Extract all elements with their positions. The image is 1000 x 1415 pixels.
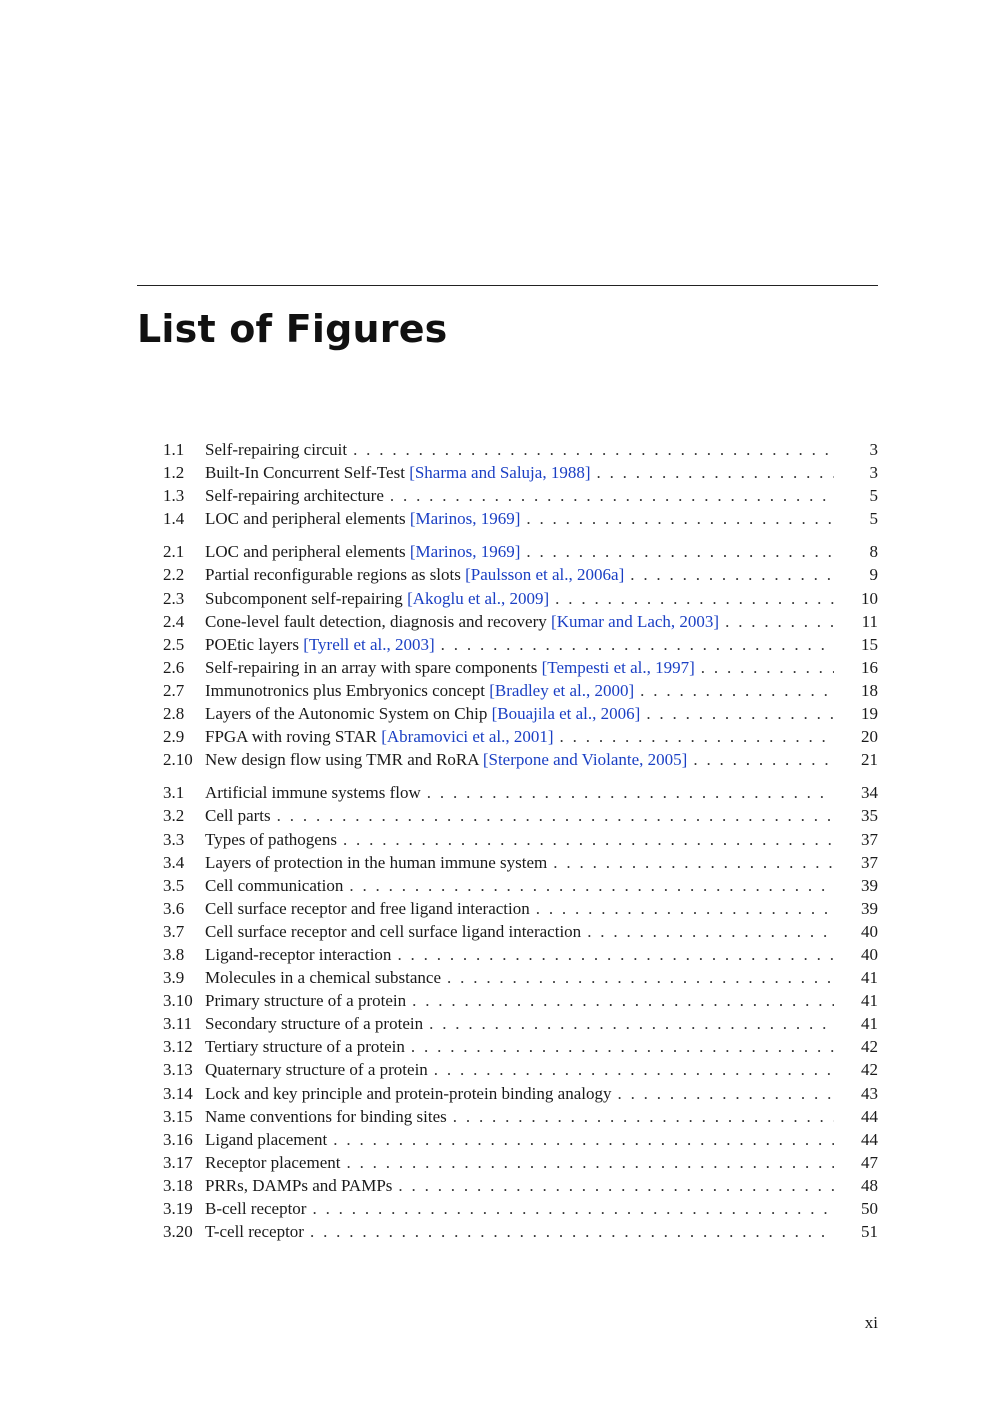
- dot-leader: [398, 1174, 834, 1197]
- figure-caption-text: LOC and peripheral elements: [205, 509, 410, 529]
- citation-link[interactable]: [Bradley et al., 2000]: [489, 680, 635, 700]
- figure-page-number[interactable]: 37: [861, 852, 878, 872]
- figure-caption-text: Cell communication: [205, 875, 344, 895]
- dot-leader: [646, 702, 834, 725]
- figure-entry[interactable]: [163, 438, 878, 461]
- figure-page-number[interactable]: 20: [861, 727, 878, 747]
- figure-page-number[interactable]: 40: [861, 921, 878, 941]
- figure-caption-text: Self-repairing architecture: [205, 486, 384, 506]
- figure-entry[interactable]: [163, 828, 878, 851]
- figure-caption[interactable]: [205, 1197, 306, 1220]
- figure-number: 3.10: [163, 991, 193, 1011]
- figure-caption-text: Receptor placement: [205, 1152, 341, 1172]
- figure-page-number[interactable]: 43: [861, 1083, 878, 1103]
- dot-leader: [617, 1082, 834, 1105]
- figure-caption-text: Cell surface receptor and cell surface ligand interaction: [205, 921, 582, 941]
- figure-caption-text: Layers of the Autonomic System on Chip: [205, 704, 492, 724]
- figure-caption[interactable]: [205, 679, 634, 702]
- figure-number: 2.10: [163, 750, 193, 770]
- figure-page-number[interactable]: 41: [861, 1014, 878, 1034]
- figure-caption[interactable]: [205, 920, 581, 943]
- figure-entry[interactable]: [163, 540, 878, 563]
- figure-caption[interactable]: [205, 874, 343, 897]
- figure-caption-text: New design flow using TMR and RoRA: [205, 750, 483, 770]
- figure-number: 3.2: [163, 806, 185, 826]
- figure-page-number[interactable]: 42: [861, 1060, 878, 1080]
- figure-entry[interactable]: [163, 1128, 878, 1151]
- figure-entry[interactable]: [163, 507, 878, 530]
- figure-caption-text: LOC and peripheral elements: [205, 542, 410, 562]
- figure-number: 2.6: [163, 657, 185, 677]
- figure-number: 3.7: [163, 921, 185, 941]
- dot-leader: [411, 1035, 834, 1058]
- figure-caption-text: Layers of protection in the human immune system: [205, 852, 548, 872]
- figure-number: 1.3: [163, 486, 185, 506]
- citation-link[interactable]: [Abramovici et al., 2001]: [381, 727, 554, 747]
- figure-caption-text: Immunotronics plus Embryonics concept: [205, 680, 490, 700]
- figure-number: 3.17: [163, 1152, 193, 1172]
- figure-number: 1.1: [163, 440, 185, 459]
- dot-leader: [555, 587, 834, 610]
- figure-page-number[interactable]: 39: [861, 898, 878, 918]
- figure-caption[interactable]: [205, 966, 441, 989]
- figure-caption[interactable]: [205, 438, 347, 461]
- figure-page-number[interactable]: 35: [861, 806, 878, 826]
- figure-number: 3.11: [163, 1014, 193, 1034]
- figure-caption-text: Self-repairing circuit: [205, 440, 348, 459]
- figure-caption[interactable]: [205, 656, 695, 679]
- figure-entry[interactable]: [163, 897, 878, 920]
- figure-caption-text: Lock and key principle and protein-protein binding analogy: [205, 1083, 612, 1103]
- figure-entry[interactable]: [163, 1058, 878, 1081]
- figure-caption-text: Partial reconfigurable regions as slots: [205, 565, 466, 585]
- dot-leader: [390, 484, 834, 507]
- figure-page-number[interactable]: 15: [861, 634, 878, 654]
- figure-entry[interactable]: [163, 748, 878, 771]
- figure-number: 3.1: [163, 783, 185, 803]
- figure-entry[interactable]: [163, 781, 878, 804]
- figure-page-number[interactable]: 42: [861, 1037, 878, 1057]
- figure-entry[interactable]: [163, 563, 878, 586]
- figure-entry[interactable]: [163, 989, 878, 1012]
- dot-leader: [277, 804, 834, 827]
- figure-page-number[interactable]: 48: [861, 1175, 878, 1195]
- figure-number: 3.12: [163, 1037, 193, 1057]
- dot-leader: [553, 851, 834, 874]
- citation-link[interactable]: [Kumar and Lach, 2003]: [551, 611, 720, 631]
- dot-leader: [353, 438, 834, 461]
- dot-leader: [701, 656, 834, 679]
- figure-entry[interactable]: [163, 484, 878, 507]
- figure-group: [163, 540, 878, 771]
- figure-caption-text: Tertiary structure of a protein: [205, 1037, 405, 1057]
- figure-page-number[interactable]: 40: [861, 944, 878, 964]
- figure-caption[interactable]: [205, 1035, 405, 1058]
- figure-entry[interactable]: [163, 1012, 878, 1035]
- citation-link[interactable]: [Tyrell et al., 2003]: [303, 634, 435, 654]
- figure-page-number[interactable]: 50: [861, 1199, 878, 1218]
- figure-number: 3.16: [163, 1129, 193, 1149]
- figure-caption-text: Self-repairing in an array with spare components: [205, 657, 542, 677]
- figure-caption[interactable]: [205, 633, 435, 656]
- dot-leader: [434, 1058, 834, 1081]
- figure-number: 3.14: [163, 1083, 193, 1103]
- figure-caption-text: B-cell receptor: [205, 1199, 307, 1218]
- figure-group: [163, 781, 878, 1243]
- figure-page-number[interactable]: 44: [861, 1129, 878, 1149]
- figure-entry[interactable]: [163, 1151, 878, 1174]
- figure-number: 3.15: [163, 1106, 193, 1126]
- figure-page-number[interactable]: 16: [861, 657, 878, 677]
- figure-page-number[interactable]: 5: [869, 486, 878, 506]
- figure-entry[interactable]: [163, 874, 878, 897]
- figure-caption[interactable]: [205, 781, 421, 804]
- figure-entry[interactable]: [163, 702, 878, 725]
- citation-link[interactable]: [Marinos, 1969]: [409, 542, 521, 562]
- figure-caption[interactable]: [205, 1220, 304, 1243]
- figure-list: [163, 438, 878, 1243]
- figure-page-number[interactable]: 18: [861, 680, 878, 700]
- figure-caption[interactable]: [205, 851, 547, 874]
- figure-group: [163, 438, 878, 530]
- figure-entry[interactable]: [163, 1197, 878, 1220]
- figure-caption[interactable]: [205, 989, 406, 1012]
- dot-leader: [429, 1012, 834, 1035]
- figure-entry[interactable]: [163, 656, 878, 679]
- figure-page-number[interactable]: 9: [869, 565, 878, 585]
- figure-entry[interactable]: [163, 1220, 878, 1243]
- citation-link[interactable]: [Marinos, 1969]: [409, 509, 521, 529]
- figure-caption[interactable]: [205, 587, 549, 610]
- figure-caption[interactable]: [205, 804, 271, 827]
- figure-caption[interactable]: [205, 563, 624, 586]
- figure-entry[interactable]: [163, 725, 878, 748]
- figure-number: 1.2: [163, 463, 185, 483]
- figure-caption[interactable]: [205, 1012, 423, 1035]
- figure-number: 2.2: [163, 565, 185, 585]
- figure-caption[interactable]: [205, 1105, 447, 1128]
- figure-caption[interactable]: [205, 507, 520, 530]
- figure-entry[interactable]: [163, 1105, 878, 1128]
- figure-number: 3.18: [163, 1175, 193, 1195]
- figure-caption-text: Cell parts: [205, 806, 271, 826]
- figure-caption[interactable]: [205, 943, 391, 966]
- dot-leader: [412, 989, 834, 1012]
- figure-page-number[interactable]: 41: [861, 991, 878, 1011]
- figure-caption[interactable]: [205, 484, 384, 507]
- figure-entry[interactable]: [163, 1082, 878, 1105]
- page-title: List of Figures: [137, 307, 448, 351]
- figure-page-number[interactable]: 41: [861, 968, 878, 988]
- figure-caption[interactable]: [205, 897, 530, 920]
- citation-link[interactable]: [Paulsson et al., 2006a]: [465, 565, 625, 585]
- figure-page-number[interactable]: 3: [869, 440, 878, 459]
- figure-page-number[interactable]: 51: [861, 1222, 878, 1242]
- figure-caption-text: Built-In Concurrent Self-Test: [205, 463, 410, 483]
- figure-caption-text: Ligand-receptor interaction: [205, 944, 392, 964]
- figure-page-number[interactable]: 37: [861, 829, 878, 849]
- figure-page-number[interactable]: 3: [869, 463, 878, 483]
- figure-caption[interactable]: [205, 540, 520, 563]
- figure-page-number[interactable]: 19: [861, 704, 878, 724]
- figure-caption-text: Subcomponent self-repairing: [205, 588, 408, 608]
- figure-caption-text: T-cell receptor: [205, 1222, 304, 1242]
- figure-number: 3.4: [163, 852, 185, 872]
- page-number: xi: [864, 1313, 878, 1332]
- figure-entry[interactable]: [163, 1174, 878, 1197]
- figure-entry[interactable]: [163, 1035, 878, 1058]
- figure-number: 3.19: [163, 1199, 193, 1218]
- dot-leader: [447, 966, 834, 989]
- dot-leader: [346, 1151, 834, 1174]
- figure-entry[interactable]: [163, 966, 878, 989]
- figure-page-number[interactable]: 47: [861, 1152, 878, 1172]
- figure-number: 2.7: [163, 680, 185, 700]
- figure-caption[interactable]: [205, 1058, 428, 1081]
- dot-leader: [640, 679, 834, 702]
- figure-caption[interactable]: [205, 748, 687, 771]
- citation-link[interactable]: [Akoglu et al., 2009]: [407, 588, 550, 608]
- figure-number: 3.8: [163, 944, 185, 964]
- figure-number: 3.6: [163, 898, 185, 918]
- citation-link[interactable]: [Sterpone and Violante, 2005]: [482, 750, 688, 770]
- dot-leader: [587, 920, 834, 943]
- figure-caption[interactable]: [205, 828, 337, 851]
- figure-caption-text: Primary structure of a protein: [205, 991, 407, 1011]
- figure-caption-text: PRRs, DAMPs and PAMPs: [205, 1175, 393, 1195]
- figure-entry[interactable]: [163, 851, 878, 874]
- figure-caption-text: Quaternary structure of a protein: [205, 1060, 428, 1080]
- figure-caption-text: Cone-level fault detection, diagnosis and recovery: [205, 611, 552, 631]
- dot-leader: [725, 610, 834, 633]
- figure-caption[interactable]: [205, 1174, 392, 1197]
- dot-leader: [596, 461, 834, 484]
- figure-caption-text: POEtic layers: [205, 634, 304, 654]
- figure-page-number[interactable]: 44: [861, 1106, 878, 1126]
- figure-caption[interactable]: [205, 702, 640, 725]
- figure-caption-text: Artificial immune systems flow: [205, 783, 421, 803]
- figure-page-number[interactable]: 34: [861, 783, 878, 803]
- figure-page-number[interactable]: 5: [869, 509, 878, 529]
- figure-page-number[interactable]: 10: [861, 588, 878, 608]
- figure-page-number[interactable]: 21: [861, 750, 878, 770]
- figure-caption[interactable]: [205, 725, 554, 748]
- dot-leader: [526, 507, 834, 530]
- dot-leader: [343, 828, 834, 851]
- dot-leader: [693, 748, 834, 771]
- figure-caption[interactable]: [205, 461, 590, 484]
- figure-number: 3.20: [163, 1222, 193, 1242]
- figure-caption-text: Secondary structure of a protein: [205, 1014, 424, 1034]
- figure-caption[interactable]: [205, 610, 719, 633]
- dot-leader: [536, 897, 834, 920]
- citation-link[interactable]: [Bouajila et al., 2006]: [491, 704, 641, 724]
- figure-number: 2.3: [163, 588, 185, 608]
- citation-link[interactable]: [Sharma and Saluja, 1988]: [409, 463, 591, 483]
- figure-number: 2.9: [163, 727, 185, 747]
- figure-entry[interactable]: [163, 943, 878, 966]
- dot-leader: [560, 725, 834, 748]
- figure-caption-text: FPGA with roving STAR: [205, 727, 382, 747]
- figure-page-number[interactable]: 39: [861, 875, 878, 895]
- figure-caption-text: Molecules in a chemical substance: [205, 968, 442, 988]
- figure-page-number[interactable]: 8: [869, 542, 878, 562]
- figure-caption-text: Cell surface receptor and free ligand interaction: [205, 898, 530, 918]
- figure-number: 3.9: [163, 968, 185, 988]
- figure-number: 1.4: [163, 509, 185, 529]
- figure-entry[interactable]: [163, 679, 878, 702]
- figure-number: 2.4: [163, 611, 185, 631]
- figure-number: 2.1: [163, 542, 185, 562]
- dot-leader: [310, 1220, 834, 1243]
- figure-number: 3.5: [163, 875, 185, 895]
- dot-leader: [397, 943, 834, 966]
- figure-entry[interactable]: [163, 461, 878, 484]
- figure-entry[interactable]: [163, 610, 878, 633]
- figure-entry[interactable]: [163, 587, 878, 610]
- dot-leader: [333, 1128, 834, 1151]
- figure-number: 2.5: [163, 634, 185, 654]
- dot-leader: [630, 563, 834, 586]
- dot-leader: [312, 1197, 834, 1220]
- figure-caption[interactable]: [205, 1151, 340, 1174]
- figure-entry[interactable]: [163, 633, 878, 656]
- chapter-rule: [137, 285, 878, 286]
- dot-leader: [349, 874, 834, 897]
- dot-leader: [441, 633, 834, 656]
- figure-caption[interactable]: [205, 1082, 611, 1105]
- figure-number: 3.13: [163, 1060, 193, 1080]
- figure-entry[interactable]: [163, 804, 878, 827]
- dot-leader: [453, 1105, 834, 1128]
- figure-number: 2.8: [163, 704, 185, 724]
- dot-leader: [526, 540, 834, 563]
- figure-caption-text: Ligand placement: [205, 1129, 328, 1149]
- figure-number: 3.3: [163, 829, 185, 849]
- dot-leader: [427, 781, 834, 804]
- figure-caption[interactable]: [205, 1128, 327, 1151]
- citation-link[interactable]: [Tempesti et al., 1997]: [541, 657, 695, 677]
- figure-caption-text: Types of pathogens: [205, 829, 337, 849]
- figure-entry[interactable]: [163, 920, 878, 943]
- figure-page-number[interactable]: 11: [861, 611, 878, 631]
- figure-caption-text: Name conventions for binding sites: [205, 1106, 447, 1126]
